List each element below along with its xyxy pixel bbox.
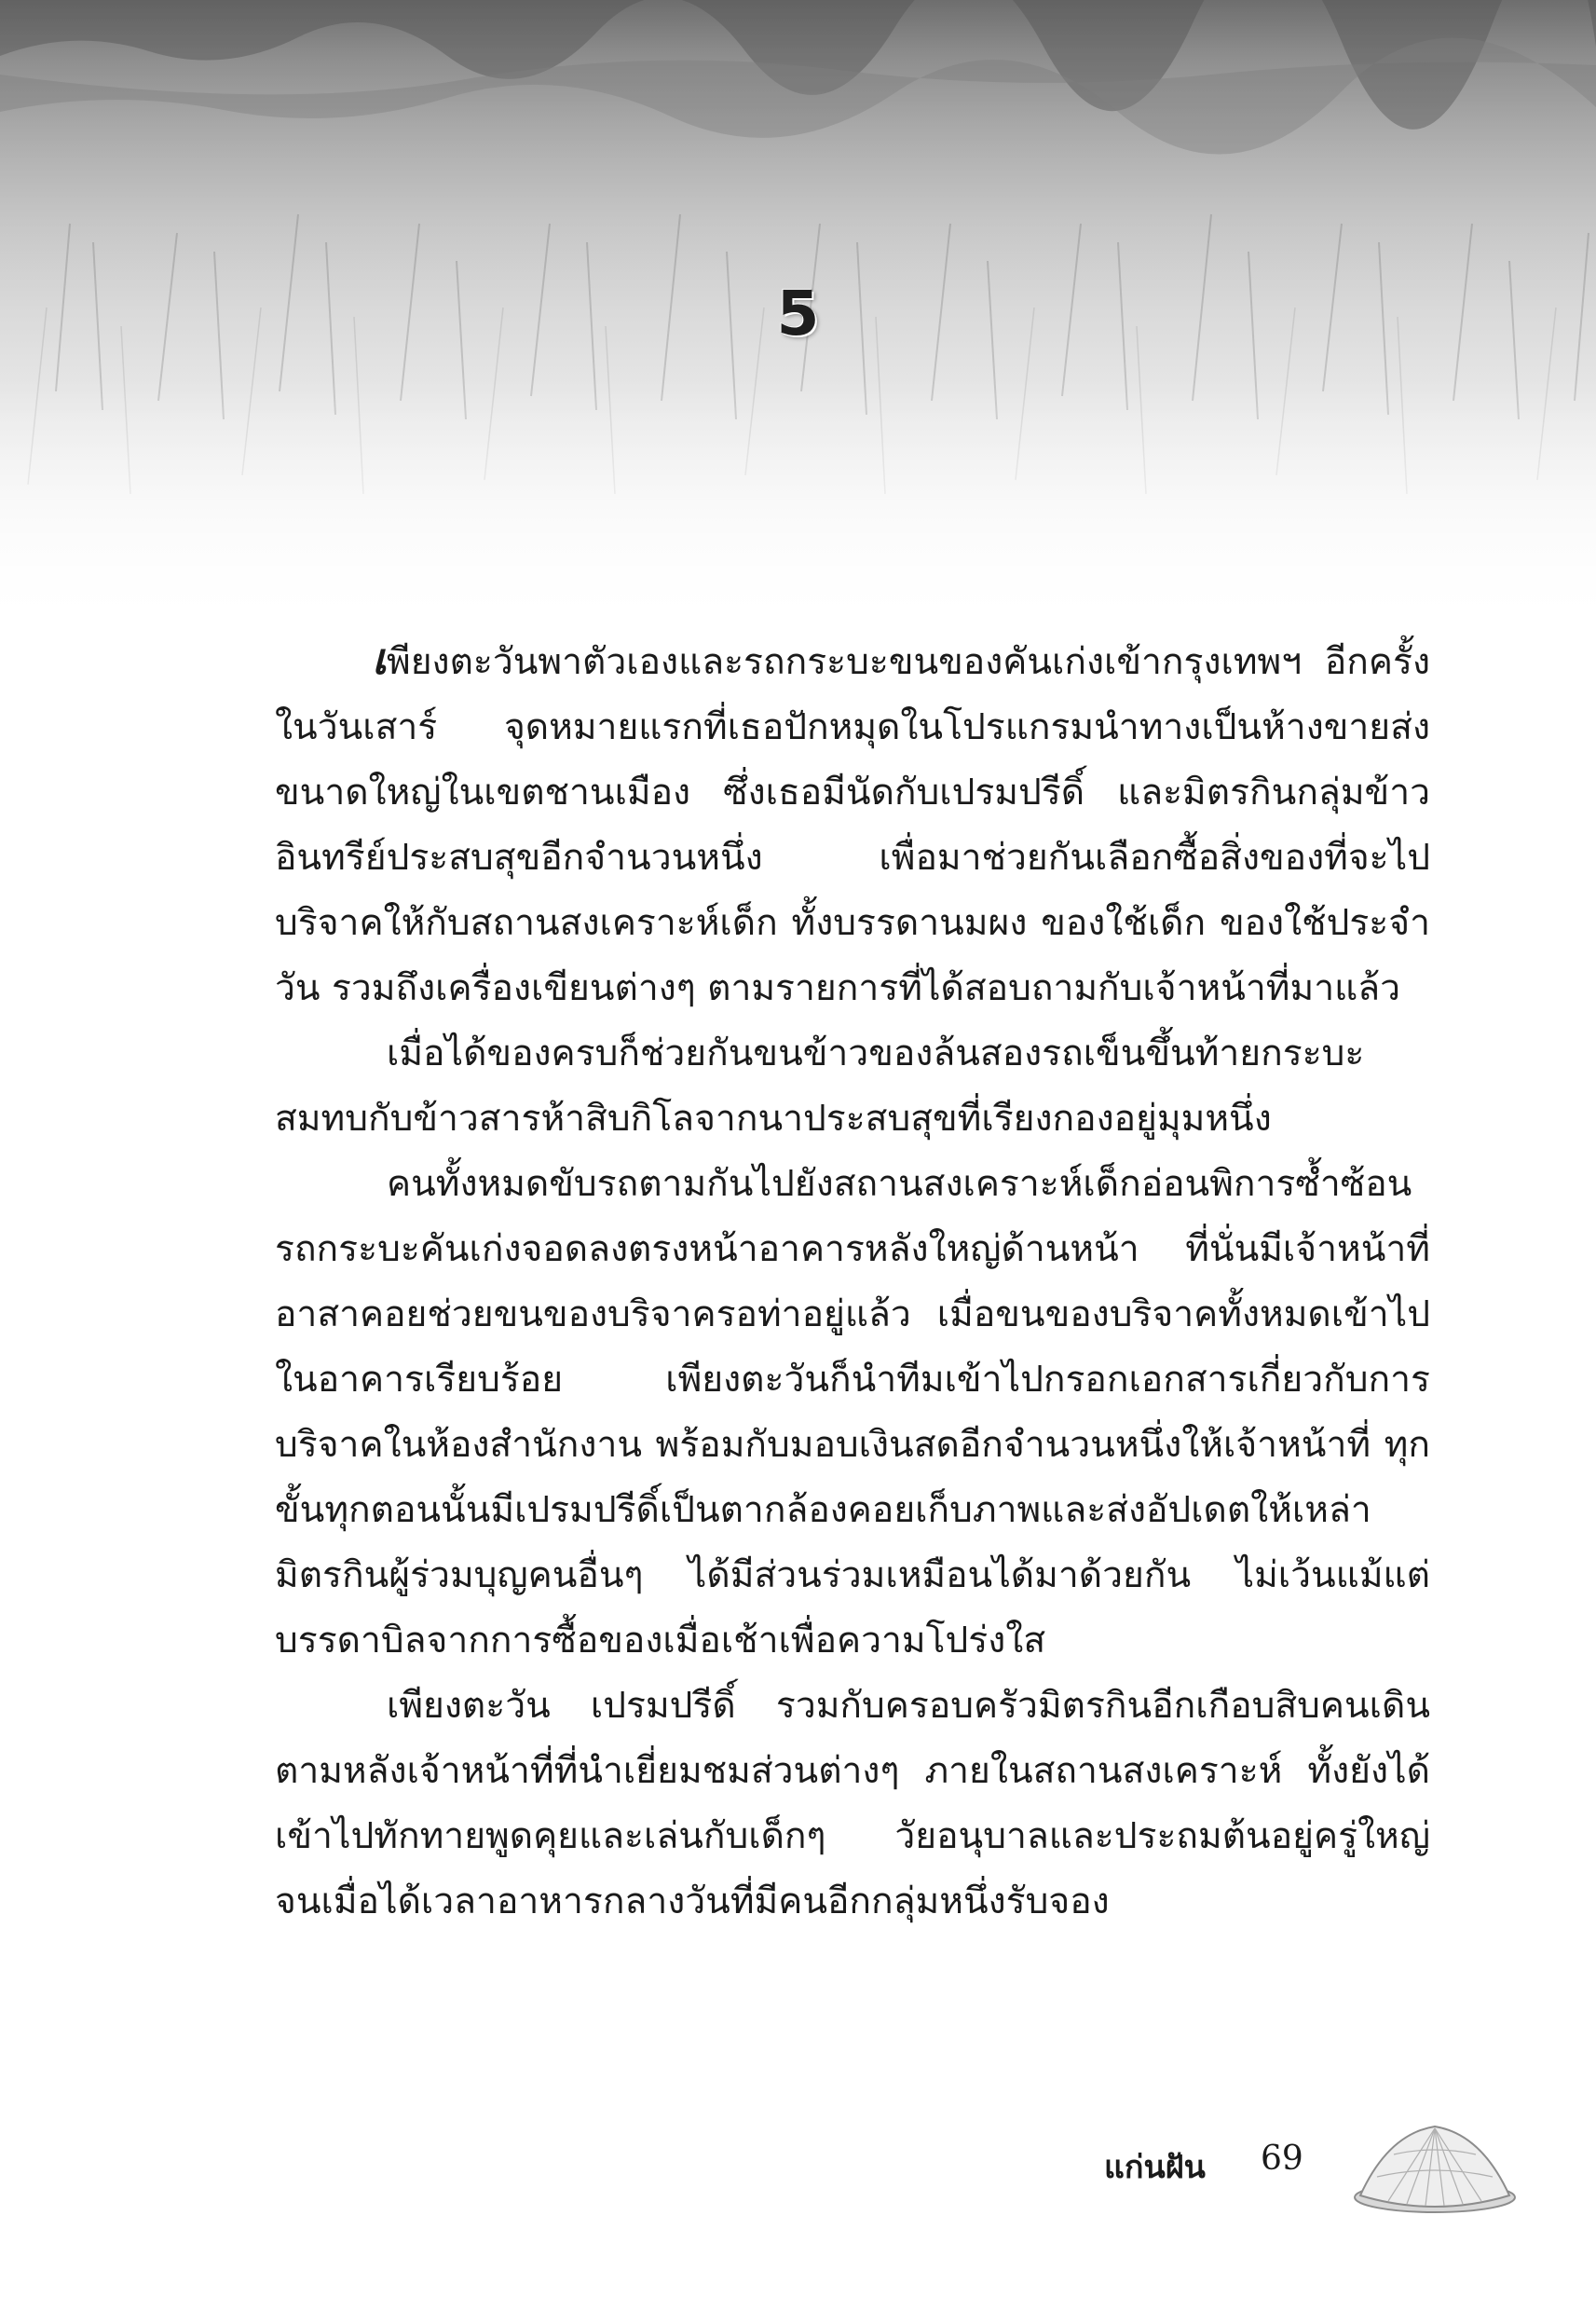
paragraph-1-text: พียงตะวันพาตัวเองและรถกระบะขนของคันเก่งเข้ากรุงเทพฯ อีกครั้งในวันเสาร์ จุดหมายแรกที่เธอปักหมุดในโปรแกรมนำทางเป็นห้างขายส่งขนาดใหญ่ในเขตชานเมือง ซึ่งเธอมีนัดกับเปรมปรีดิ์ และมิตรกินกลุ่มข้าวอินทรีย์ประสบสุขอีกจำนวนหนึ่ง เพื่อมาช่วยกันเลือกซื้อสิ่งของที่จะไปบริจาคให้กับสถานสงเคราะห์เด็ก ทั้งบรรดานมผง ของใช้เด็ก ของใช้ประจำวัน รวมถึงเครื่องเขียนต่างๆ ตามรายการที่ได้สอบถามกับเจ้าหน้าที่มาแล้ว bbox=[275, 641, 1430, 1009]
chapter-body bbox=[275, 626, 1430, 1935]
paragraph-1 bbox=[275, 626, 1430, 1021]
drop-cap: เ bbox=[372, 634, 387, 684]
page-footer bbox=[1104, 2115, 1551, 2227]
chapter-number: 5 bbox=[776, 278, 820, 349]
paragraph-3: คนทั้งหมดขับรถตามกันไปยังสถานสงเคราะห์เด็กอ่อนพิการซ้ำซ้อน รถกระบะคันเก่งจอดลงตรงหน้าอาคารหลังใหญ่ด้านหน้า ที่นั่นมีเจ้าหน้าที่อาสาคอยช่วยขนของบริจาครอท่าอยู่แล้ว เมื่อขนของบริจาคทั้งหมดเข้าไปในอาคารเรียบร้อย เพียงตะวันก็นำทีมเข้าไปกรอกเอกสารเกี่ยวกับการบริจาคในห้องสำนักงาน พร้อมกับมอบเงินสดอีกจำนวนหนึ่งให้เจ้าหน้าที่ ทุกขั้นทุกตอนนั้นมีเปรมปรีดิ์เป็นตากล้องคอยเก็บภาพและส่งอัปเดตให้เหล่ามิตรกินผู้ร่วมบุญคนอื่นๆ ได้มีส่วนร่วมเหมือนได้มาด้วยกัน ไม่เว้นแม้แต่บรรดาบิลจากการซื้อของเมื่อเช้าเพื่อความโปร่งใส bbox=[275, 1163, 1430, 1661]
paragraph-4: เพียงตะวัน เปรมปรีดิ์ รวมกับครอบครัวมิตรกินอีกเกือบสิบคนเดินตามหลังเจ้าหน้าที่ที่นำเยี่ยมชมส่วนต่างๆ ภายในสถานสงเคราะห์ ทั้งยังได้เข้าไปทักทายพูดคุยและเล่นกับเด็กๆ วัยอนุบาลและประถมต้นอยู่ครู่ใหญ่ จนเมื่อได้เวลาอาหารกลางวันที่มีคนอีกกลุ่มหนึ่งรับจอง bbox=[275, 1685, 1430, 1922]
book-title: แก่นฝัน bbox=[1104, 2149, 1206, 2186]
paragraph-2: เมื่อได้ของครบก็ช่วยกันขนข้าวของล้นสองรถเข็นขึ้นท้ายกระบะ สมทบกับข้าวสารห้าสิบกิโลจากนาประสบสุขที่เรียงกองอยู่มุมหนึ่ง bbox=[275, 1032, 1365, 1140]
farmer-hat-icon bbox=[1351, 2115, 1519, 2218]
page-number: 69 bbox=[1261, 2140, 1303, 2178]
